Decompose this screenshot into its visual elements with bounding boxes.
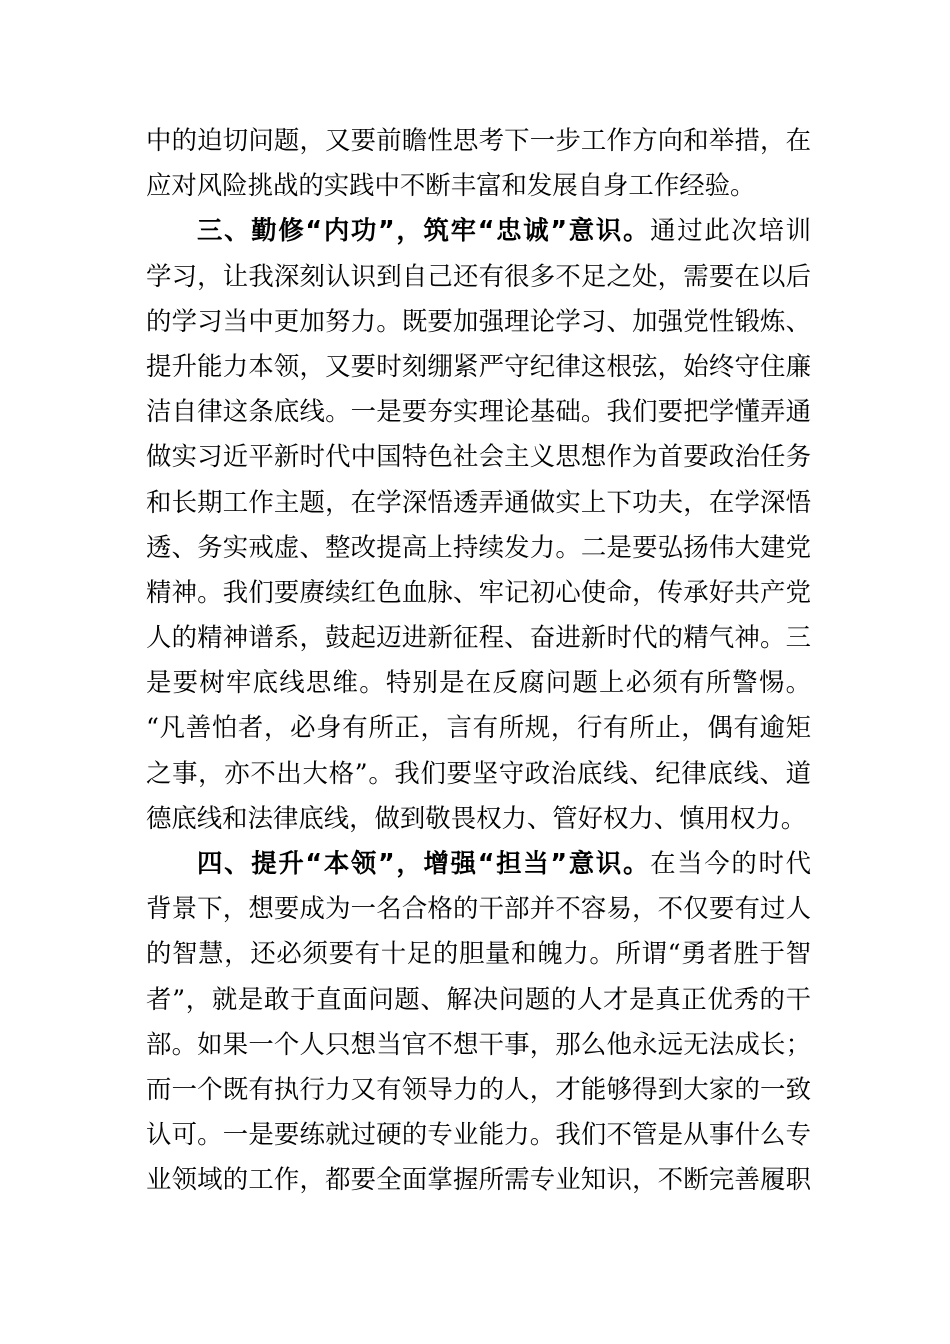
text-line: 的智慧，还必须要有十足的胆量和魄力。所谓“勇者胜于智 xyxy=(146,938,811,969)
text-line: 是要树牢底线思维。特别是在反腐问题上必须有所警惕。 xyxy=(146,667,811,698)
text-line: 和长期工作主题，在学深悟透弄通做实上下功夫，在学深悟 xyxy=(146,486,811,517)
text-line: 人的精神谱系，鼓起迈进新征程、奋进新时代的精气神。三 xyxy=(146,622,811,653)
text-line: 德底线和法律底线，做到敬畏权力、管好权力、慎用权力。 xyxy=(146,802,807,833)
text-line: 中的迫切问题，又要前瞻性思考下一步工作方向和举措，在 xyxy=(146,125,811,155)
section-heading-3: 三、勤修“内功”，筑牢“忠诚”意识。 xyxy=(197,215,651,246)
text-line: 认可。一是要练就过硬的专业能力。我们不管是从事什么专 xyxy=(146,1119,811,1150)
text-line: 者”，就是敢于直面问题、解决问题的人才是真正优秀的干 xyxy=(146,983,811,1014)
text-line: 业领域的工作，都要全面掌握所需专业知识，不断完善履职 xyxy=(146,1164,811,1195)
text-line: 之事，亦不出大格”。我们要坚守政治底线、纪律底线、道 xyxy=(146,757,811,788)
section-heading-4: 四、提升“本领”，增强“担当”意识。 xyxy=(197,848,651,878)
text-line: 应对风险挑战的实践中不断丰富和发展自身工作经验。 xyxy=(146,170,756,201)
text-line: 透、务实戒虚、整改提高上持续发力。二是要弘扬伟大建党 xyxy=(146,531,811,562)
section-heading-line: 四、提升“本领”，增强“担当”意识。在当今的时代 xyxy=(197,848,812,878)
text-line: 的学习当中更加努力。既要加强理论学习、加强党性锻炼、 xyxy=(146,305,811,336)
text-line: 背景下，想要成为一名合格的干部并不容易，不仅要有过人 xyxy=(146,893,811,924)
text-line: 提升能力本领，又要时刻绷紧严守纪律这根弦，始终守住廉 xyxy=(146,350,811,381)
text-line: 而一个既有执行力又有领导力的人，才能够得到大家的一致 xyxy=(146,1073,811,1104)
body-text xyxy=(146,118,811,1203)
text-line: 部。如果一个人只想当官不想干事，那么他永远无法成长； xyxy=(146,1028,811,1059)
text-line: “凡善怕者，必身有所正，言有所规，行有所止，偶有逾矩 xyxy=(146,712,811,743)
text-line: 学习，让我深刻认识到自己还有很多不足之处，需要在以后 xyxy=(146,260,811,291)
text-line: 做实习近平新时代中国特色社会主义思想作为首要政治任务 xyxy=(146,441,811,472)
text-line: 精神。我们要赓续红色血脉、牢记初心使命，传承好共产党 xyxy=(146,576,811,607)
section-heading-line: 三、勤修“内功”，筑牢“忠诚”意识。通过此次培训 xyxy=(197,215,812,246)
text-line: 洁自律这条底线。一是要夯实理论基础。我们要把学懂弄通 xyxy=(146,396,811,427)
